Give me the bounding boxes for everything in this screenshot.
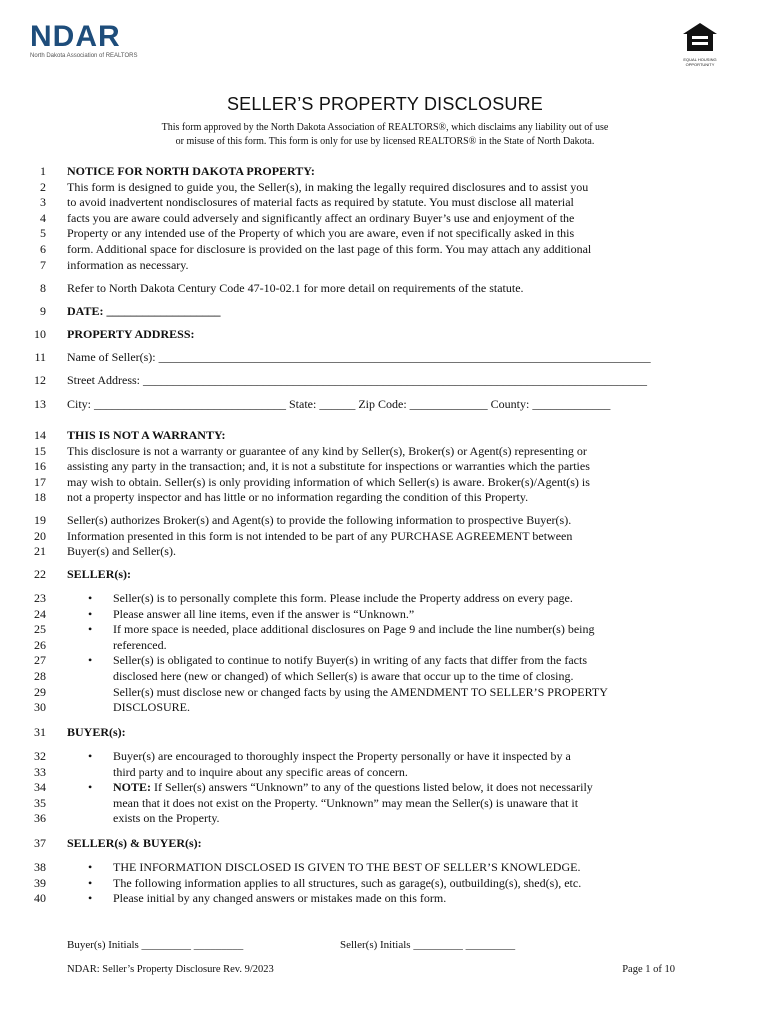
line-number: 34 (34, 780, 46, 795)
notice-line: This form is designed to guide you, the Seller(s), in making the legally required disclosures and to assist you (67, 179, 589, 194)
line-number: 30 (34, 700, 46, 715)
line-number: 26 (34, 637, 46, 652)
line-number: 31 (34, 725, 46, 739)
seller-bullet: Seller(s) is obligated to continue to notify Buyer(s) in writing of any facts that differ from the facts (113, 653, 587, 668)
bullet: • (88, 749, 93, 763)
line-number: 39 (34, 875, 46, 890)
line-number: 21 (34, 544, 46, 559)
buyer-bullet-cont: exists on the Property. (113, 811, 220, 826)
buyer-bullet-cont: third party and to inquire about any specific areas of concern. (113, 764, 408, 779)
line-number: 10 (34, 327, 46, 341)
bullet: • (88, 891, 93, 906)
page-number: Page 1 of 10 (622, 964, 675, 975)
line-number: 13 (34, 397, 46, 411)
ndar-logo (30, 22, 138, 59)
seller-bullet-cont: referenced. (113, 637, 167, 652)
note-label: NOTE: (113, 780, 152, 795)
buyer-initials-field[interactable]: Buyer(s) Initials _________ _________ (67, 939, 244, 951)
buyer-bullet-cont: mean that it does not exist on the Property. “Unknown” may mean the Seller(s) is unaware that it (113, 795, 579, 810)
seller-buyer-heading: SELLER(s) & BUYER(s): (67, 836, 202, 850)
line-number: 5 (40, 226, 46, 241)
seller-bullet-cont: Seller(s) must disclose new or changed facts by using the AMENDMENT TO SELLER’S PROPERTY (113, 684, 608, 699)
seller-initials-field[interactable]: Seller(s) Initials _________ _________ (340, 939, 516, 951)
notice-line: facts you are aware could adversely and significantly affect an ordinary Buyer’s use and enjoyment of the (67, 210, 575, 225)
eho-caption-1: EQUAL HOUSING (683, 57, 717, 62)
line-number: 36 (34, 811, 46, 826)
bullet: • (88, 780, 93, 795)
line-number: 1 (40, 164, 46, 178)
line-number: 32 (34, 749, 46, 763)
note-text: If Seller(s) answers “Unknown” to any of the questions listed below, it does not necessarily (151, 780, 593, 795)
line-number: 4 (40, 210, 46, 225)
form-name: NDAR: Seller’s Property Disclosure Rev. 9/2023 (67, 964, 274, 975)
page-title: SELLER’S PROPERTY DISCLOSURE (226, 94, 544, 114)
subtitle-line-1: This form approved by the North Dakota Association of REALTORS®, which disclaims any liability out of use (161, 122, 609, 133)
subtitle (120, 121, 650, 149)
notice-line: form. Additional space for disclosure is provided on the last page of this form. You may attach any additional (67, 242, 592, 256)
warranty-line: assisting any party in the transaction; and, it is not a substitute for inspections or warranties which the parties (67, 459, 590, 474)
line-number: 22 (34, 567, 46, 581)
line-number: 12 (34, 373, 46, 387)
both-bullet: Please initial by any changed answers or mistakes made on this form. (113, 891, 447, 906)
logo-subtext: North Dakota Association of REALTORS (30, 53, 138, 59)
line-number: 18 (34, 490, 46, 505)
bullet: • (88, 622, 93, 637)
both-bullet: The following information applies to all structures, such as garage(s), outbuilding(s), shed(s), etc. (113, 875, 582, 890)
property-address-heading: PROPERTY ADDRESS: (67, 327, 195, 341)
line-number: 8 (40, 281, 46, 295)
line-number: 17 (34, 474, 46, 489)
line-number: 35 (34, 795, 46, 810)
bullet: • (88, 875, 93, 890)
equal-housing-logo (680, 22, 720, 67)
eho-caption-2: OPPORTUNITY (685, 62, 715, 67)
bullet: • (88, 606, 93, 621)
authorize-line: Information presented in this form is not intended to be part of any PURCHASE AGREEMENT between (67, 528, 573, 543)
line-number: 3 (40, 195, 46, 210)
bullet: • (88, 653, 93, 668)
seller-heading: SELLER(s): (67, 567, 132, 581)
line-number: 24 (34, 606, 46, 621)
line-number: 23 (34, 591, 46, 605)
authorize-line: Seller(s) authorizes Broker(s) and Agent(s) to provide the following information to prospective Buyer(s). (67, 513, 572, 527)
equal-housing-icon (681, 22, 719, 52)
warranty-line: may wish to obtain. Seller(s) is only providing information of which Seller(s) is aware. Broker(s)/Agent(s) is (67, 474, 590, 489)
warranty-heading: THIS IS NOT A WARRANTY: (67, 428, 226, 442)
line-number: 27 (34, 653, 46, 668)
line-number: 38 (34, 860, 46, 874)
line-number: 2 (40, 179, 46, 194)
seller-bullet: Please answer all line items, even if the answer is “Unknown.” (113, 606, 415, 621)
notice-line: to avoid inadvertent nondisclosures of material facts as required by statute. You must disclose all material (67, 195, 574, 210)
authorize-line: Buyer(s) and Seller(s). (67, 544, 176, 559)
notice-heading: NOTICE FOR NORTH DAKOTA PROPERTY: (67, 164, 315, 178)
buyer-bullet: Buyer(s) are encouraged to thoroughly inspect the Property personally or have it inspected by a (113, 749, 571, 763)
street-address-field[interactable]: Street Address: ____________________________________________________________________________________ (67, 373, 647, 387)
notice-line: information as necessary. (67, 257, 189, 272)
line-number: 28 (34, 669, 46, 683)
line-number: 16 (34, 459, 46, 474)
both-bullet: THE INFORMATION DISCLOSED IS GIVEN TO THE BEST OF SELLER’S KNOWLEDGE. (113, 860, 581, 874)
line-number: 15 (34, 443, 46, 458)
line-number: 9 (40, 304, 46, 318)
line-number: 40 (34, 891, 46, 906)
date-field[interactable]: DATE: ___________________ (67, 304, 221, 318)
buyer-note (113, 780, 703, 796)
refer-statute: Refer to North Dakota Century Code 47-10-02.1 for more detail on requirements of the statute. (67, 281, 524, 295)
notice-line: Property or any intended use of the Property of which you are aware, even if not specifically asked in this (67, 226, 575, 241)
subtitle-line-2: or misuse of this form. This form is only for use by licensed REALTORS® in the State of North Dakota. (175, 136, 595, 147)
line-number: 6 (40, 242, 46, 256)
seller-bullet: Seller(s) is to personally complete this form. Please include the Property address on every page. (113, 591, 573, 605)
line-number: 14 (34, 428, 46, 442)
city-state-zip-county-field[interactable]: City: ________________________________ State: ______ Zip Code: _____________ County: _____________ (67, 397, 611, 411)
bullet: • (88, 591, 93, 605)
line-number: 11 (34, 350, 46, 364)
seller-bullet-cont: disclosed here (new or changed) of which Seller(s) is aware that occur up to the time of closing. (113, 669, 574, 683)
line-number: 33 (34, 764, 46, 779)
warranty-line: This disclosure is not a warranty or guarantee of any kind by Seller(s), Broker(s) or Agent(s) representing or (67, 443, 587, 458)
bullet: • (88, 860, 93, 874)
seller-bullet: If more space is needed, place additional disclosures on Page 9 and include the line number(s) being (113, 622, 595, 637)
line-number: 25 (34, 622, 46, 637)
line-number: 19 (34, 513, 46, 527)
line-number: 20 (34, 528, 46, 543)
line-number: 29 (34, 684, 46, 699)
warranty-line: not a property inspector and has little or no information regarding the condition of this Property. (67, 490, 529, 505)
seller-bullet-cont: DISCLOSURE. (113, 700, 191, 715)
line-number: 37 (34, 836, 46, 850)
logo-text: NDAR (30, 20, 121, 53)
line-number: 7 (40, 257, 46, 272)
buyer-heading: BUYER(s): (67, 725, 126, 739)
seller-name-field[interactable]: Name of Seller(s): __________________________________________________________________________________ (67, 350, 651, 364)
